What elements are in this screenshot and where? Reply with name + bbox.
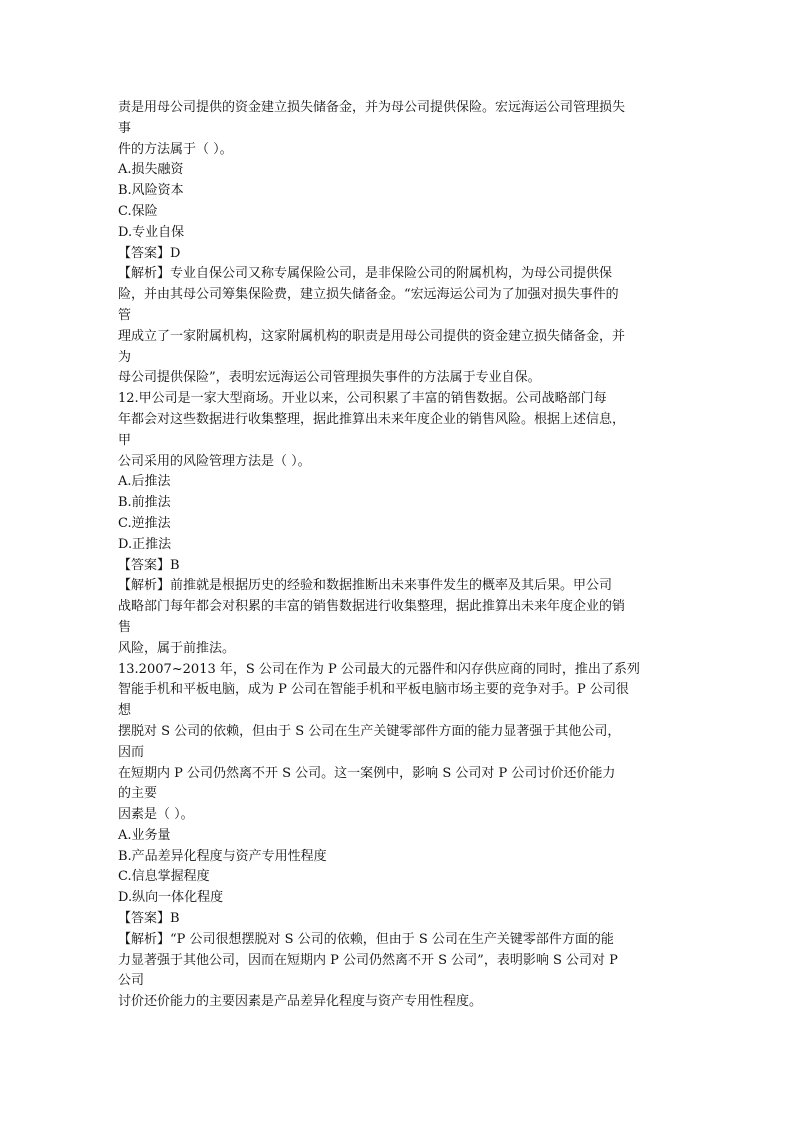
option-b: B.产品差异化程度与资产专用性程度: [118, 848, 327, 864]
answer-line: 【答案】B: [118, 557, 180, 573]
option-b: B.风险资本: [118, 183, 184, 199]
text-line: 力显著强于其他公司，因而在短期内 P 公司仍然离不开 S 公司”，表明影响 S 公司对 P: [118, 952, 618, 968]
text-line: 风险，属于前推法。: [118, 640, 236, 656]
option-d: D.正推法: [118, 536, 172, 552]
text-line: 母公司提供保险”，表明宏远海运公司管理损失事件的方法属于专业自保。: [118, 370, 541, 386]
option-a: A.损失融资: [118, 162, 184, 178]
text-line: 公司: [118, 973, 145, 989]
text-line: 因素是（ ）。: [118, 807, 194, 823]
option-d: D.纵向一体化程度: [118, 890, 224, 906]
option-c: C.信息掌握程度: [118, 869, 210, 885]
analysis-line: 【解析】专业自保公司又称专属保险公司，是非保险公司的附属机构，为母公司提供保: [118, 266, 613, 282]
option-b: B.前推法: [118, 495, 171, 511]
analysis-line: 【解析】前推就是根据历史的经验和数据推断出未来事件发生的概率及其后果。甲公司: [118, 578, 613, 594]
question-13: 13.2007~2013 年，S 公司在作为 P 公司最大的元器件和闪存供应商的同时，推出了系列: [118, 661, 640, 677]
text-line: 管: [118, 307, 132, 323]
option-c: C.逆推法: [118, 515, 171, 531]
text-line: 险，并由其母公司筹集保险费，建立损失储备金。“宏远海运公司为了加强对损失事件的: [118, 287, 619, 303]
text-line: 件的方法属于（ ）。: [118, 141, 233, 157]
text-line: 甲: [118, 432, 132, 448]
text-line: 的主要: [118, 786, 158, 802]
text-line: 因而: [118, 744, 145, 760]
question-12: 12.甲公司是一家大型商场。开业以来，公司积累了丰富的销售数据。公司战略部门每: [118, 391, 607, 407]
answer-line: 【答案】B: [118, 911, 180, 927]
text-line: 年都会对这些数据进行收集整理，据此推算出未来年度企业的销售风险。根据上述信息，: [118, 411, 626, 427]
text-line: 战略部门每年都会对积累的丰富的销售数据进行收集整理，据此推算出未来年度企业的销: [118, 599, 626, 615]
text-line: 理成立了一家附属机构，这家附属机构的职责是用母公司提供的资金建立损失储备金，并: [118, 328, 626, 344]
answer-line: 【答案】D: [118, 245, 181, 261]
text-line: 智能手机和平板电脑，成为 P 公司在智能手机和平板电脑市场主要的竞争对手。P 公司很: [118, 682, 629, 698]
option-a: A.业务量: [118, 827, 171, 843]
text-line: 售: [118, 619, 132, 635]
text-line: 公司采用的风险管理方法是（ ）。: [118, 453, 311, 469]
option-c: C.保险: [118, 203, 158, 219]
text-line: 摆脱对 S 公司的依赖，但由于 S 公司在生产关键零部件方面的能力显著强于其他公司，: [118, 723, 621, 739]
text-line: 责是用母公司提供的资金建立损失储备金，并为母公司提供保险。宏远海运公司管理损失: [118, 100, 626, 115]
text-line: 想: [118, 703, 132, 719]
text-line: 事: [118, 120, 132, 136]
analysis-line: 【解析】“P 公司很想摆脱对 S 公司的依赖，但由于 S 公司在生产关键零部件方面的能: [118, 931, 614, 947]
option-a: A.后推法: [118, 474, 171, 490]
text-line: 讨价还价能力的主要因素是产品差异化程度与资产专用性程度。: [118, 994, 483, 1010]
text-line: 为: [118, 349, 132, 365]
option-d: D.专业自保: [118, 224, 185, 240]
text-line: 在短期内 P 公司仍然离不开 S 公司。这一案例中，影响 S 公司对 P 公司讨价还价能力: [118, 765, 616, 781]
document-body: [118, 98, 680, 1013]
